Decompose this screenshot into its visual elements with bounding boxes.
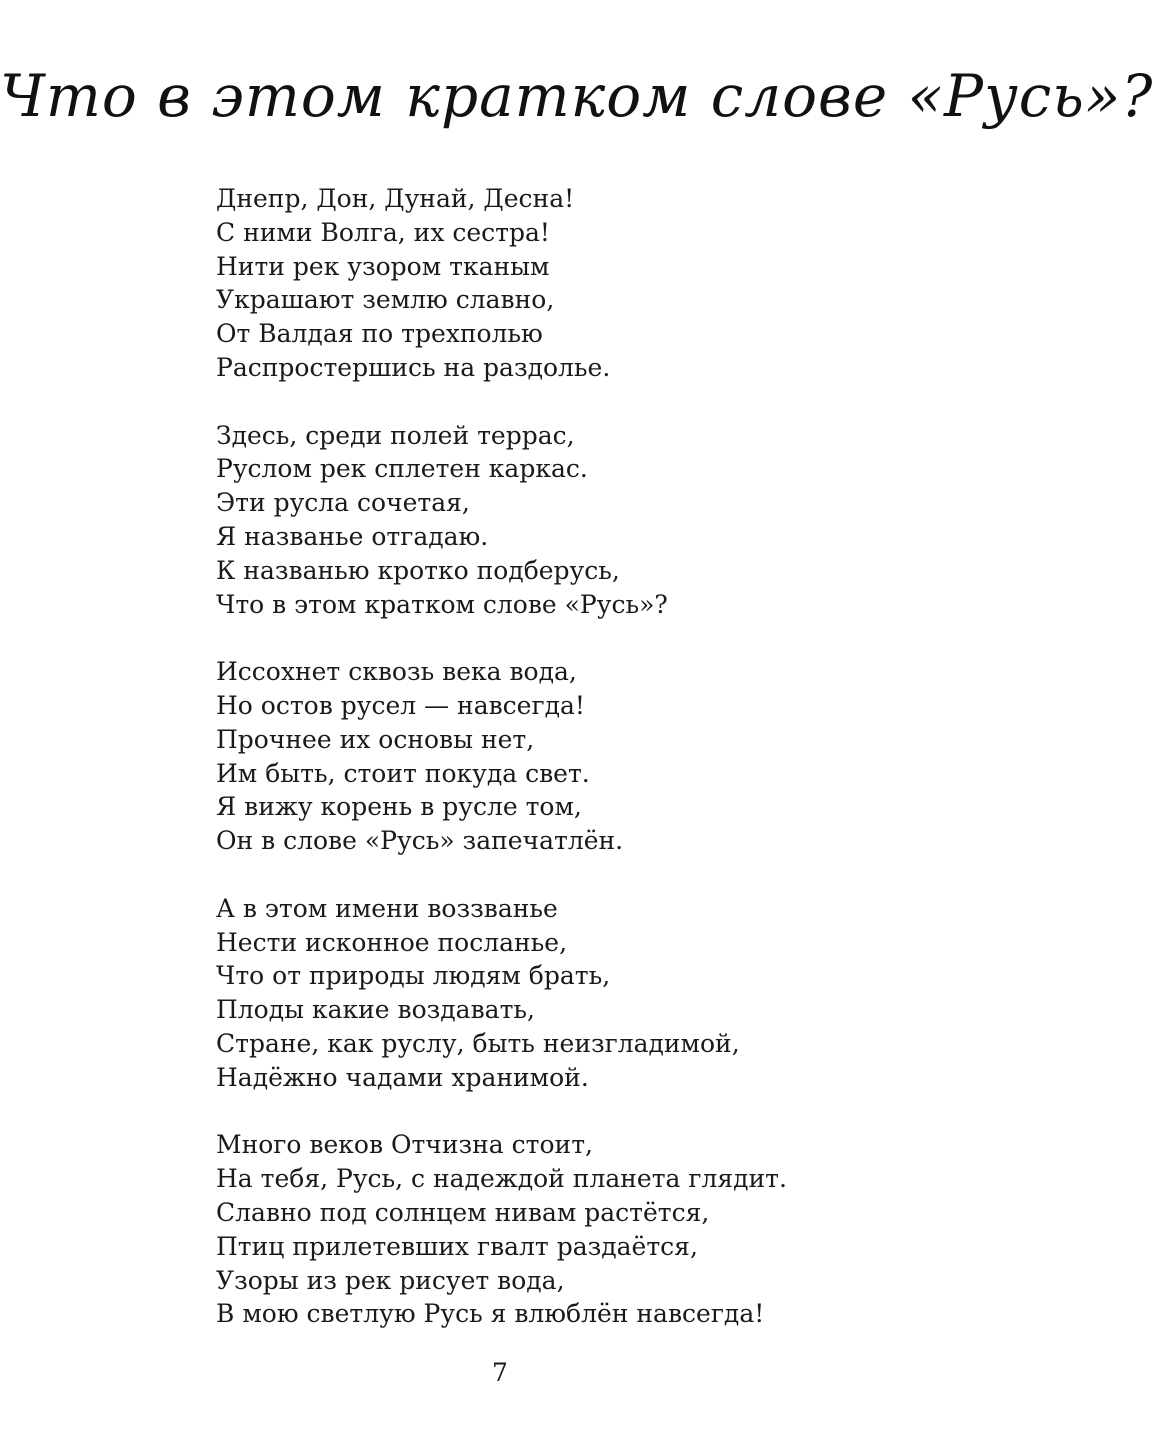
- poem-line: Днепр, Дон, Дунай, Десна!: [216, 184, 575, 213]
- poem-line: Я названье отгадаю.: [216, 521, 489, 551]
- poem-line: Он в слове «Русь» запечатлён.: [216, 826, 624, 856]
- poem-line: Нести исконное посланье,: [216, 927, 568, 957]
- stanza-3: [216, 655, 856, 858]
- poem-line: Но остов русел — навсегда!: [216, 690, 585, 720]
- poem-line: Эти русла сочетая,: [216, 488, 470, 518]
- poem-line: Узоры из рек рисует вода,: [216, 1265, 565, 1295]
- poem-line: К названью кротко подберусь,: [216, 555, 620, 585]
- poem-line: С ними Волга, их сестра!: [216, 217, 550, 247]
- page-number: 7: [492, 1358, 508, 1387]
- poem-line: Птиц прилетевших гвалт раздаётся,: [216, 1231, 698, 1261]
- poem-line: От Валдая по трехполью: [216, 319, 543, 349]
- stanza-4: [216, 892, 856, 1095]
- stanza-1: [216, 182, 856, 385]
- poem-line: Прочнее их основы нет,: [216, 724, 535, 754]
- poem-line: Стране, как руслу, быть неизгладимой,: [216, 1028, 740, 1058]
- poem-line: Распростершись на раздолье.: [216, 352, 611, 382]
- poem-line: В мою светлую Русь я влюблён навсегда!: [216, 1299, 765, 1329]
- poem-line: Славно под солнцем нивам растётся,: [216, 1197, 710, 1227]
- poem-line: Что в этом кратком слове «Русь»?: [216, 589, 668, 619]
- stanza-5: [216, 1128, 856, 1331]
- poem-line: Украшают землю славно,: [216, 285, 555, 315]
- poem-line: Я вижу корень в русле том,: [216, 792, 582, 822]
- poem-line: А в этом имени воззванье: [216, 893, 558, 923]
- poem-line: Надёжно чадами хранимой.: [216, 1062, 589, 1092]
- poem-body: [216, 182, 856, 1365]
- poem-title: Что в этом кратком слове «Русь»?: [0, 62, 1153, 130]
- poem-line: На тебя, Русь, с надеждой планета глядит.: [216, 1164, 787, 1194]
- poem-line: Им быть, стоит покуда свет.: [216, 758, 590, 788]
- poem-line: Руслом рек сплетен каркас.: [216, 454, 588, 484]
- poem-line: Нити рек узором тканым: [216, 251, 550, 281]
- poem-line: Много веков Отчизна стоит,: [216, 1130, 593, 1160]
- poem-line: Что от природы людям брать,: [216, 961, 611, 991]
- stanza-2: [216, 419, 856, 622]
- poem-line: Здесь, среди полей террас,: [216, 420, 575, 450]
- poem-line: Иссохнет сквозь века вода,: [216, 657, 577, 687]
- poem-line: Плоды какие воздавать,: [216, 995, 535, 1025]
